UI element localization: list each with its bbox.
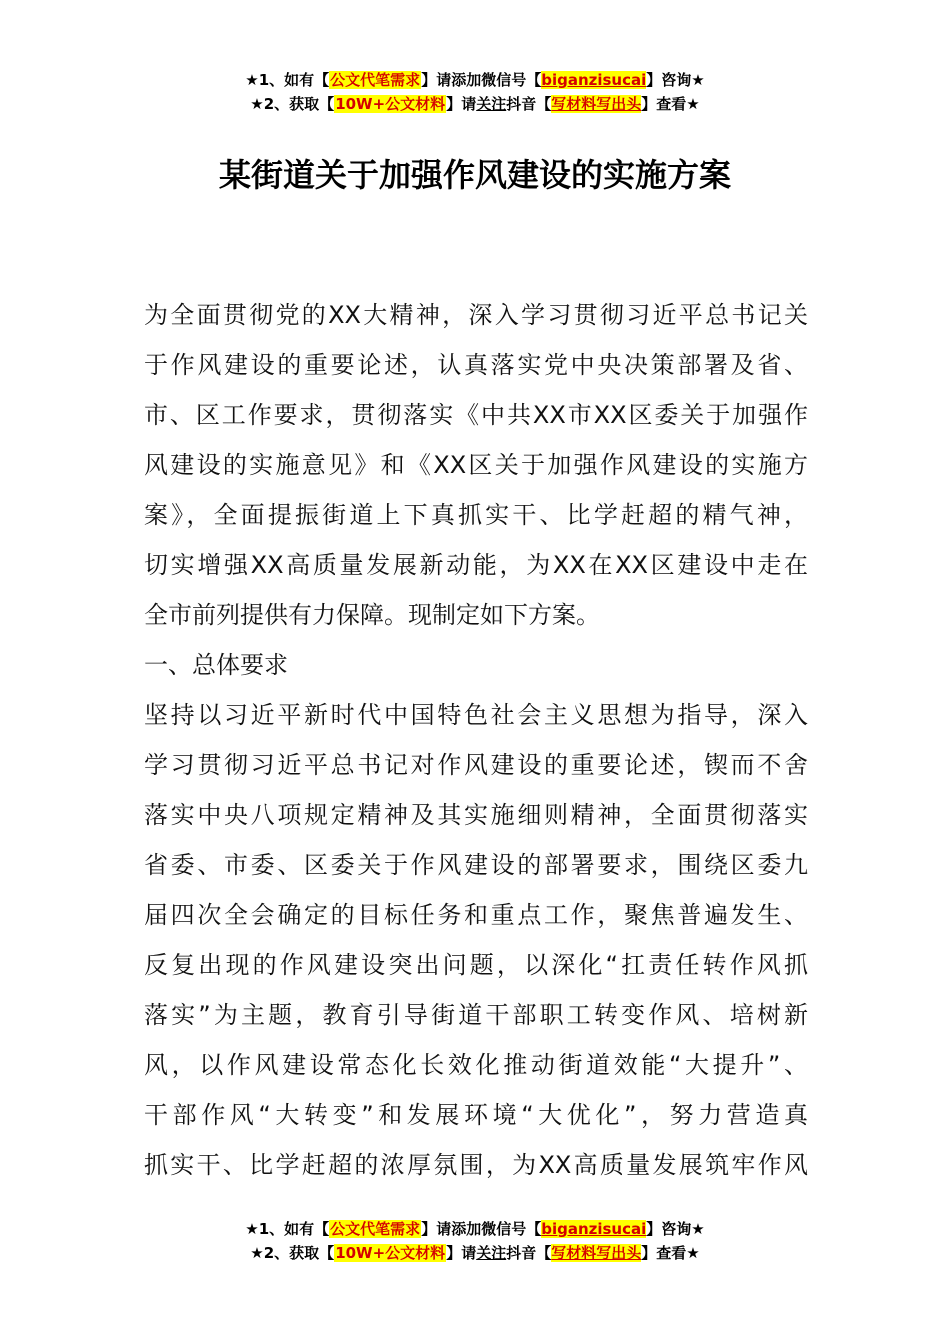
body-line: 届四次全会确定的目标任务和重点工作，聚焦普遍发生、	[144, 901, 808, 929]
body-line: 干部作风“大转变”和发展环境“大优化”，努力营造真	[144, 1101, 808, 1129]
wechat-id-link[interactable]: biganzisucai	[541, 71, 647, 89]
douyin-account-link[interactable]: 写材料写出头	[551, 1244, 642, 1262]
body-line: 风，以作风建设常态化长效化推动街道效能“大提升”、	[144, 1051, 808, 1079]
banner-text: 】查看★	[641, 95, 700, 113]
banner-text: 抖音【	[506, 95, 552, 113]
banner-text: 】请	[446, 95, 477, 113]
banner-line-1	[0, 68, 950, 92]
body-line: 风建设的实施意见》和《XX区关于加强作风建设的实施方	[144, 451, 808, 479]
body-line: 案》，全面提振街道上下真抓实干、比学赶超的精气神，	[144, 501, 808, 529]
document-title: 某街道关于加强作风建设的实施方案	[218, 156, 731, 194]
document-body	[144, 290, 808, 1190]
banner-text: 】咨询★	[646, 71, 705, 89]
body-line: 落实”为主题，教育引导街道干部职工转变作风、培树新	[144, 1001, 808, 1029]
banner-text: 抖音【	[506, 1244, 552, 1262]
douyin-account-link[interactable]: 写材料写出头	[551, 95, 642, 113]
body-line: 切实增强XX高质量发展新动能，为XX在XX区建设中走在	[144, 551, 808, 579]
banner-line-2	[0, 1241, 950, 1265]
materials-highlight: 10W+公文材料	[335, 95, 446, 113]
follow-text: 关注	[476, 95, 507, 113]
body-line: 全市前列提供有力保障。现制定如下方案。	[144, 601, 600, 629]
body-line: 坚持以习近平新时代中国特色社会主义思想为指导，深入	[144, 701, 808, 729]
body-line: 反复出现的作风建设突出问题，以深化“扛责任转作风抓	[144, 951, 808, 979]
body-line: 省委、市委、区委关于作风建设的部署要求，围绕区委九	[144, 851, 808, 879]
ghostwriting-highlight: 公文代笔需求	[330, 71, 421, 89]
banner-text: ★1、如有【	[245, 71, 330, 89]
banner-text: 】请添加微信号【	[421, 1220, 542, 1238]
banner-text: ★1、如有【	[245, 1220, 330, 1238]
banner-line-2	[0, 92, 950, 116]
ghostwriting-highlight: 公文代笔需求	[330, 1220, 421, 1238]
section-heading: 一、总体要求	[144, 651, 288, 679]
body-line: 于作风建设的重要论述，认真落实党中央决策部署及省、	[144, 351, 808, 379]
banner-text: ★2、获取【	[250, 1244, 335, 1262]
body-line: 抓实干、比学赶超的浓厚氛围，为XX高质量发展筑牢作风	[144, 1151, 808, 1179]
banner-text: 】请	[446, 1244, 477, 1262]
banner-text: 】咨询★	[646, 1220, 705, 1238]
body-line: 市、区工作要求，贯彻落实《中共XX市XX区委关于加强作	[144, 401, 808, 429]
wechat-id-link[interactable]: biganzisucai	[541, 1220, 647, 1238]
body-line: 落实中央八项规定精神及其实施细则精神，全面贯彻落实	[144, 801, 808, 829]
header-banner	[0, 68, 950, 116]
footer-banner	[0, 1217, 950, 1265]
materials-highlight: 10W+公文材料	[335, 1244, 446, 1262]
banner-line-1	[0, 1217, 950, 1241]
body-line: 为全面贯彻党的XX大精神，深入学习贯彻习近平总书记关	[144, 301, 808, 329]
banner-text: ★2、获取【	[250, 95, 335, 113]
body-line: 学习贯彻习近平总书记对作风建设的重要论述，锲而不舍	[144, 751, 808, 779]
banner-text: 】请添加微信号【	[421, 71, 542, 89]
follow-text: 关注	[476, 1244, 507, 1262]
banner-text: 】查看★	[641, 1244, 700, 1262]
